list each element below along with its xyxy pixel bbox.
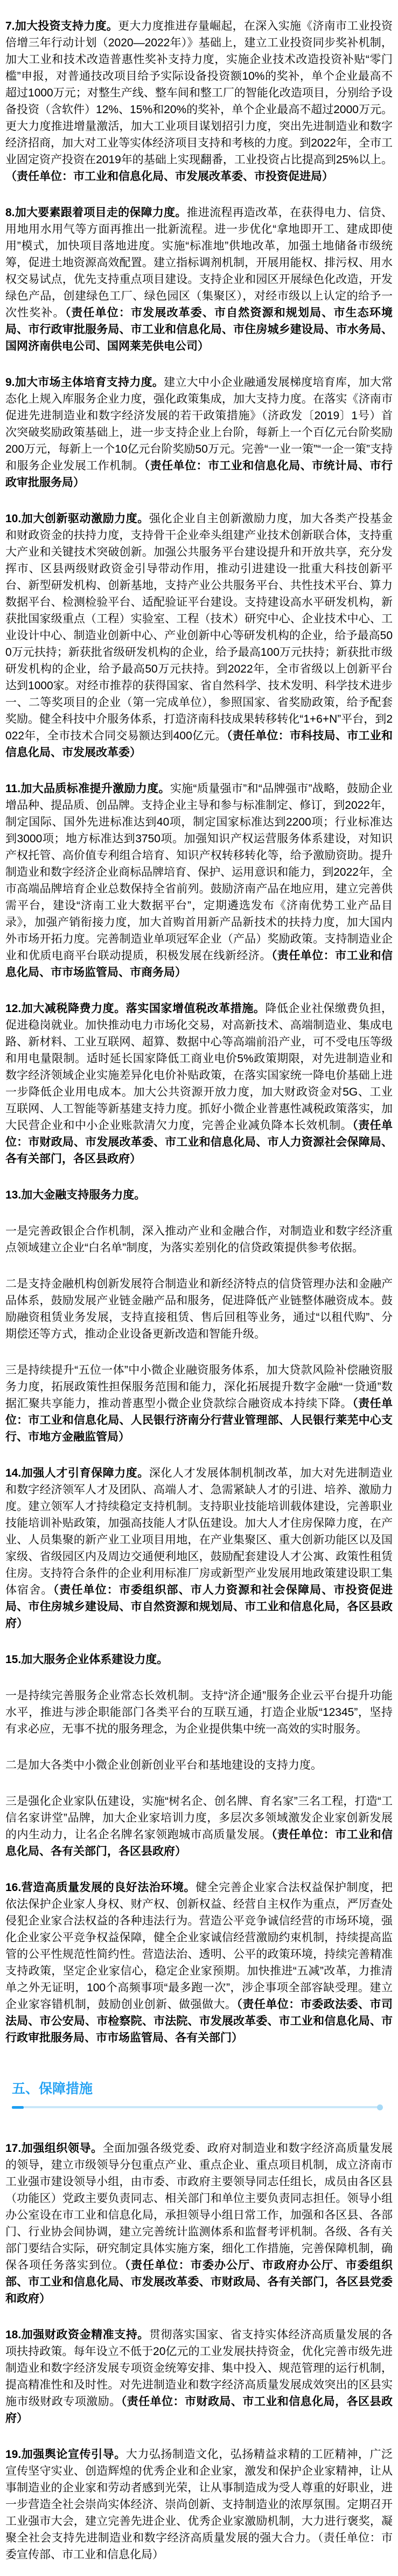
paragraph-lead: 14.加强人才引育保障力度。 bbox=[5, 1467, 149, 1479]
paragraph-body: 建立大中小企业融通发展梯度培育库，加大常态化上规入库服务企业力度，强化政策集成，加大支持力度。在落实《济南市促进先进制造业和数字经济发展的若干政策措施》（济政发〔2019〕1号）首次突破奖励政策基础上，进一步支持企业上台阶，每新上一个百亿元台阶奖励200万元，每新上一个10亿元台阶奖励50万元。完善“一业一策”“一企一策”支持和服务企业发展工作机制。 bbox=[5, 376, 393, 472]
paragraph-body: 二是支持金融机构创新发展符合制造业和新经济特点的信贷管理办法和金融产品体系，鼓励发展产业链金融产品和服务，促进降低产业链整体融资成本。鼓励融资租赁业务发展，支持直接租赁、售后回租等业务，通过“以租代购”、分期偿还等方式，推动企业设备更新改造和智能升级。 bbox=[5, 1278, 393, 1340]
paragraph-lead: 10.加大创新驱动激励力度。 bbox=[5, 513, 149, 525]
policy-paragraph bbox=[5, 1187, 393, 1203]
section-safeguards bbox=[5, 2081, 393, 2110]
divider-rail bbox=[24, 2106, 378, 2108]
policy-paragraph bbox=[5, 510, 393, 761]
paragraph-body: 一是完善政银企合作机制，深入推动产业和金融合作，对制造业和数字经济重点领域建立企业“白名单”制度，为落实差别化的信贷政策提供参考依据。 bbox=[5, 1225, 393, 1254]
paragraph-lead: 17.加强组织领导。 bbox=[5, 2142, 103, 2155]
paragraph-lead: 16.营造高质量发展的良好法治环境。 bbox=[5, 1881, 196, 1894]
divider-accent bbox=[12, 2106, 24, 2109]
policy-subparagraph bbox=[5, 1687, 393, 1737]
paragraph-body: 更大力度推进存量崛起，在深入实施《济南市工业投资倍增三年行动计划（2020—2022年）》基础上，建立工业投资同步奖补机制，加大工业和技术改造普惠性奖补支持力度，实施企业技术改造投资补贴“零门槛”申报，对普通技改项目给予实际设备投资额10%的奖补，单个企业最高不超过1000万元；对整生产线、整车间和整工厂的智能化改造项目，分别给予设备投资（含软件）12%、15%和20%的奖补，单个企业最高不超过2000万元。更大力度推进增量激活，加大工业项目谋划招引力度，突出先进制造业和数字经济招商，加大对工业等实体经济项目支持和考核的力度。到2022年，全市工业固定资产投资在2019年的基础上实现翻番，工业投资占比提高到25%以上。 bbox=[5, 20, 393, 166]
responsibility-units: （责任单位：市委政法委、市司法局、市公安局、市检察院、市法院、市发展改革委、市工业和信息化局、市行政审批服务局、市市场监管局、各有关部门） bbox=[5, 1998, 393, 2044]
policy-paragraph bbox=[5, 780, 393, 981]
paragraph-body: 大力弘扬制造文化，弘扬精益求精的工匠精神，广泛宣传坚守实业、创造辉煌的优秀企业和企业家，激发和保护企业家精神，让从事制造业的企业家和劳动者感到光荣，让从事制造成为受人尊重的好职业，进一步营造全社会崇尚实体经济、崇尚创新、支持制造业的浓厚氛围。定期召开工业强市大会，建立完善先进企业、优秀企业家激励机制，大力进行褒奖，凝聚全社会支持先进制造业和数字经济高质量发展的强大合力。 bbox=[5, 2448, 393, 2544]
responsibility-units: （责任单位：市工业和信息化局、市统计局、市行政审批服务局） bbox=[5, 460, 393, 489]
paragraph-body: 贯彻落实国家、省支持实体经济高质量发展的各项扶持政策。每年设立不低于20亿元的工业发展扶持资金，优化完善市级先进制造业和数字经济发展专项资金统筹安排、集中投入、规范管理的运行机制，提高精准性和及时性。对先进制造业和数字经济高质量发展成效突出的区县实施市级财政专项激励。 bbox=[5, 2329, 393, 2408]
policy-subparagraph bbox=[5, 1362, 393, 1445]
policy-paragraph bbox=[5, 374, 393, 491]
paragraph-lead: 9.加大市场主体培育支持力度。 bbox=[5, 376, 164, 389]
responsibility-units: （责任单位：市委办公厅、市政府办公厅、市委组织部、市工业和信息化局、市发展改革委、市财政局、各有关部门，各区县党委和政府） bbox=[5, 2259, 393, 2305]
divider-dot-icon bbox=[377, 2104, 383, 2110]
section-divider bbox=[12, 2104, 383, 2110]
paragraph-body: 三是强化企业家队伍建设，实施“树名企、创名牌、育名家”三名工程，打造“工信名家讲堂”品牌，加大企业家培训力度，多层次多领域激发企业家创新发展的内生动力，让名企名牌名家领跑城市高质量发展。 bbox=[5, 1795, 393, 1841]
policy-paragraph bbox=[5, 1651, 393, 1668]
paragraph-lead: 19.加强舆论宣传引导。 bbox=[5, 2448, 126, 2461]
responsibility-units: （责任单位：市科技局、市工业和信息化局、市发展改革委） bbox=[5, 730, 393, 759]
responsibility-units: （责任单位：市工业和信息化局、各有关部门，各区县政府） bbox=[5, 1829, 393, 1858]
paragraph-body: 推进流程再造改革，在获得电力、信贷、用地用水用气等方面再推出一批新流程。进一步优化“拿地即开工、建成即使用”模式，加快项目落地进度。实施“标准地”供地改革，加强土地储备市级统筹，促进土地资源高效配置。建立指标调剂机制，开展用能权、排污权、用水权交易试点，优先支持重点项目建设。支持企业和园区开展绿色化改造，开发绿色产品，创建绿色工厂、绿色园区（集聚区），对经市级以上认定的给予一次性奖补。 bbox=[5, 206, 393, 319]
policy-paragraph bbox=[5, 204, 393, 355]
paragraph-lead: 15.加大服务企业体系建设力度。 bbox=[5, 1653, 169, 1666]
paragraph-lead: 11.加大品质标准提升激励力度。 bbox=[5, 783, 170, 795]
paragraph-lead: 7.加大投资支持力度。 bbox=[5, 20, 118, 32]
paragraph-body: 一是持续完善服务企业常态长效机制。支持“济企通”服务企业云平台提升功能水平，推进与涉企职能部门各类平台的互联互通，打造企业版“12345”，坚持有求必应，无事不扰的服务理念，为企业提供集中统一高效的实时服务。 bbox=[5, 1689, 393, 1735]
paragraph-body: 健全完善企业家合法权益保护制度，把依法保护企业家人身权、财产权、创新权益、经营自主权作为重点，严厉查处侵犯企业家合法权益的各种违法行为。营造公平竞争诚信经营的市场环境，强化企业家公平竞争权益保障，健全企业家诚信经营激励约束机制，持续提高监管的公平性规范性简约性。营造法治、透明、公平的政策环境，持续完善精准支持政策，坚定企业家信心，稳定企业家预期。加快推进“五减”改革，力推清单之外无证明，100个高频事项“最多跑一次”，涉企事项全部容缺受理。建立企业家容错机制，鼓励创业创新、做强做大。 bbox=[5, 1881, 393, 2011]
paragraph-body: 降低企业社保缴费负担，促进稳岗就业。加快推动电力市场化交易，对高新技术、高端制造业、集成电路、新材料、工业互联网、超算、数据中心等高端前沿产业，可不受电压等级和用电量限制。适时延长国家降低工商业电价5%政策期限，对先进制造业和数字经济领域企业实施差异化电价补贴政策，在落实国家统一降电价基础上进一步降低企业用电成本。加大公共资源开放力度，加大财政资金对5G、工业互联网、人工智能等新基建支持力度。抓好小微企业普惠性减税政策落实，加大民营企业和中小企业账款清欠力度，完善企业减负降本长效机制。 bbox=[5, 1002, 393, 1132]
responsibility-units: （责任单位：市工业和信息化局、人民银行济南分行营业管理部、人民银行莱芜中心支行、市地方金融监管局） bbox=[5, 1397, 393, 1443]
paragraph-body: 全面加强各级党委、政府对制造业和数字经济高质量发展的领导，建立市级领导分包重点产业、重点企业、重点项目机制，成立济南市工业强市建设领导小组，由市委、市政府主要领导同志任组长，成员由各区县（功能区）党政主要负责同志、相关部门和单位主要负责同志担任。领导小组办公室设在市工业和信息化局，承担领导小组日常工作，加强和各区县、各部门、行业协会间协调，建立完善统计监测体系和监督考评机制。各级、各有关部门要结合实际，研究制定具体实施方案，细化工作措施，完善保障机制，确保各项任务落实到位。 bbox=[5, 2142, 393, 2272]
responsibility-units: （责任单位：市财政局、市工业和信息化局，各区县政府） bbox=[5, 2395, 393, 2425]
responsibility-units: （责任单位：市工业和信息化局、市发展改革委、市投资促进局） bbox=[5, 170, 333, 183]
paragraph-lead: 12.加大减税降费力度。落实国家增值税改革措施。 bbox=[5, 1002, 266, 1015]
policy-subparagraph bbox=[5, 1793, 393, 1860]
document-body bbox=[5, 18, 393, 2563]
policy-paragraph bbox=[5, 1879, 393, 2046]
responsibility-units: （责任单位：市发展改革委、市自然资源和规划局、市生态环境局、市行政审批服务局、市工业和信息化局、市住房城乡建设局、市水务局、国网济南供电公司、国网莱芜供电公司） bbox=[5, 307, 393, 352]
responsibility-units: （责任单位：市财政局、市发展改革委、市工业和信息化局、市人力资源社会保障局、各有关部门，各区县政府） bbox=[5, 1119, 393, 1165]
policy-subparagraph bbox=[5, 1757, 393, 1774]
policy-subparagraph bbox=[5, 1223, 393, 1256]
paragraph-body: 二是加大各类中小微企业创新创业平台和基地建设的支持力度。 bbox=[5, 1759, 322, 1771]
policy-paragraph bbox=[5, 18, 393, 185]
paragraph-lead: 13.加大金融支持服务力度。 bbox=[5, 1189, 146, 1201]
policy-paragraph bbox=[5, 1000, 393, 1167]
paragraph-lead: 8.加大要素跟着项目走的保障力度。 bbox=[5, 206, 187, 219]
paragraph-body: 三是持续提升“五位一体”中小微企业融资服务体系，加大贷款风险补偿融资服务力度，拓展政策性担保服务范围和能力，深化拓展提升数字金融“一贷通”数据汇聚共享能力，推动普惠型小微企业贷款综合融资成本持续下降。 bbox=[5, 1364, 393, 1410]
paragraph-lead: 18.加强财政资金精准支持。 bbox=[5, 2329, 149, 2341]
paragraph-body: 深化人才发展体制机制改革，加大对先进制造业和数字经济领军人才及团队、高端人才、急需紧缺人才的引进、培养、激励力度。建立领军人才持续稳定支持机制。支持职业技能培训载体建设，完善职业技能培训补贴政策，加强高技能人才队伍建设。加大人才住房保障力度，在产业、人员集聚的新产业工业项目用地，在产业集聚区、重大创新功能区以及国家级、省级园区内及周边交通便利地区，鼓励配套建设人才公寓、政策性租赁住房。支持符合条件的企业利用标准厂房或新型产业发展用地政策建设职工集体宿舍。 bbox=[5, 1467, 393, 1596]
responsibility-units: （责任单位：市工业和信息化局、市市场监管局、市商务局） bbox=[5, 950, 393, 979]
policy-paragraph bbox=[5, 2446, 393, 2563]
policy-paragraph bbox=[5, 2326, 393, 2427]
paragraph-body: 强化企业自主创新激励力度，加大各类产投基金和财政资金的扶持力度，支持骨干企业牵头组建产业技术创新联合体，支持重大产业和关键技术突破创新。加强公共服务平台建设提升和开放共享，充分发挥市、区县两级财政资金引导带动作用，推动引进建设一批重大科技创新平台、新型研发机构、创新基地，支持产业公共服务平台、共性技术平台、算力数据平台、检测检验平台、适配验证平台建设。支持建设高水平研发机构，新获批国家级重点（工程）实验室、工程（技术）研究中心、企业技术中心、工业设计中心、制造业创新中心、产业创新中心等研发机构的企业，给予最高500万元扶持；新获批省级研发机构的企业，给予最高100万元扶持；新获批市级研发机构的企业，给予最高50万元扶持。到2022年，全市省级以上创新平台达到1000家。对经市推荐的获得国家、省自然科学、技术发明、科学技术进步一、二等奖项目的企业（第一完成单位），参照国家、省奖励政策，给予配套奖励。健全科技中介服务体系，打造济南科技成果转移转化“1+6+N”平台，到2022年，全市技术合同交易额达到400亿元。 bbox=[5, 513, 393, 742]
section-title: 五、保障措施 bbox=[12, 2081, 93, 2096]
policy-subparagraph bbox=[5, 1276, 393, 1342]
paragraph-body: 实施“质量强市”和“品牌强市”战略，鼓励企业增品种、提品质、创品牌。支持企业主导和参与标准制定、修订，到2022年，制定国际、国外先进标准达到40项，制定国家标准达到2200项；行业标准达到3000项；地方标准达到3750项。加强知识产权运营服务体系建设，对知识产权托管、高价值专利组合培育、知识产权转移转化等，给予激励资助。提升制造业和数字经济企业商标品牌培育、保护、运用意识和能力，到2022年，全市高端品牌培育企业总数保持全省前列。鼓励济南产品在地应用，建立完善供需平台，建设“济南工业大数据平台”，定期遴选发布《济南优势工业产品目录》，加强产销衔接力度，加大首购首用新产品新技术的扶持力度，加大国内外市场开拓力度。完善制造业单项冠军企业（产品）奖励政策。支持制造业企业和优质电商平台联动提质，积极发展在线新经济。 bbox=[5, 783, 393, 962]
responsibility-units: （责任单位：市委宣传部、市工业和信息化局） bbox=[5, 2532, 393, 2561]
policy-paragraph bbox=[5, 2140, 393, 2307]
policy-paragraph bbox=[5, 1465, 393, 1632]
responsibility-units: （责任单位：市委组织部、市人力资源和社会保障局、市投资促进局、市住房城乡建设局、市自然资源和规划局、市工业和信息化局，各区县政府） bbox=[5, 1584, 393, 1630]
